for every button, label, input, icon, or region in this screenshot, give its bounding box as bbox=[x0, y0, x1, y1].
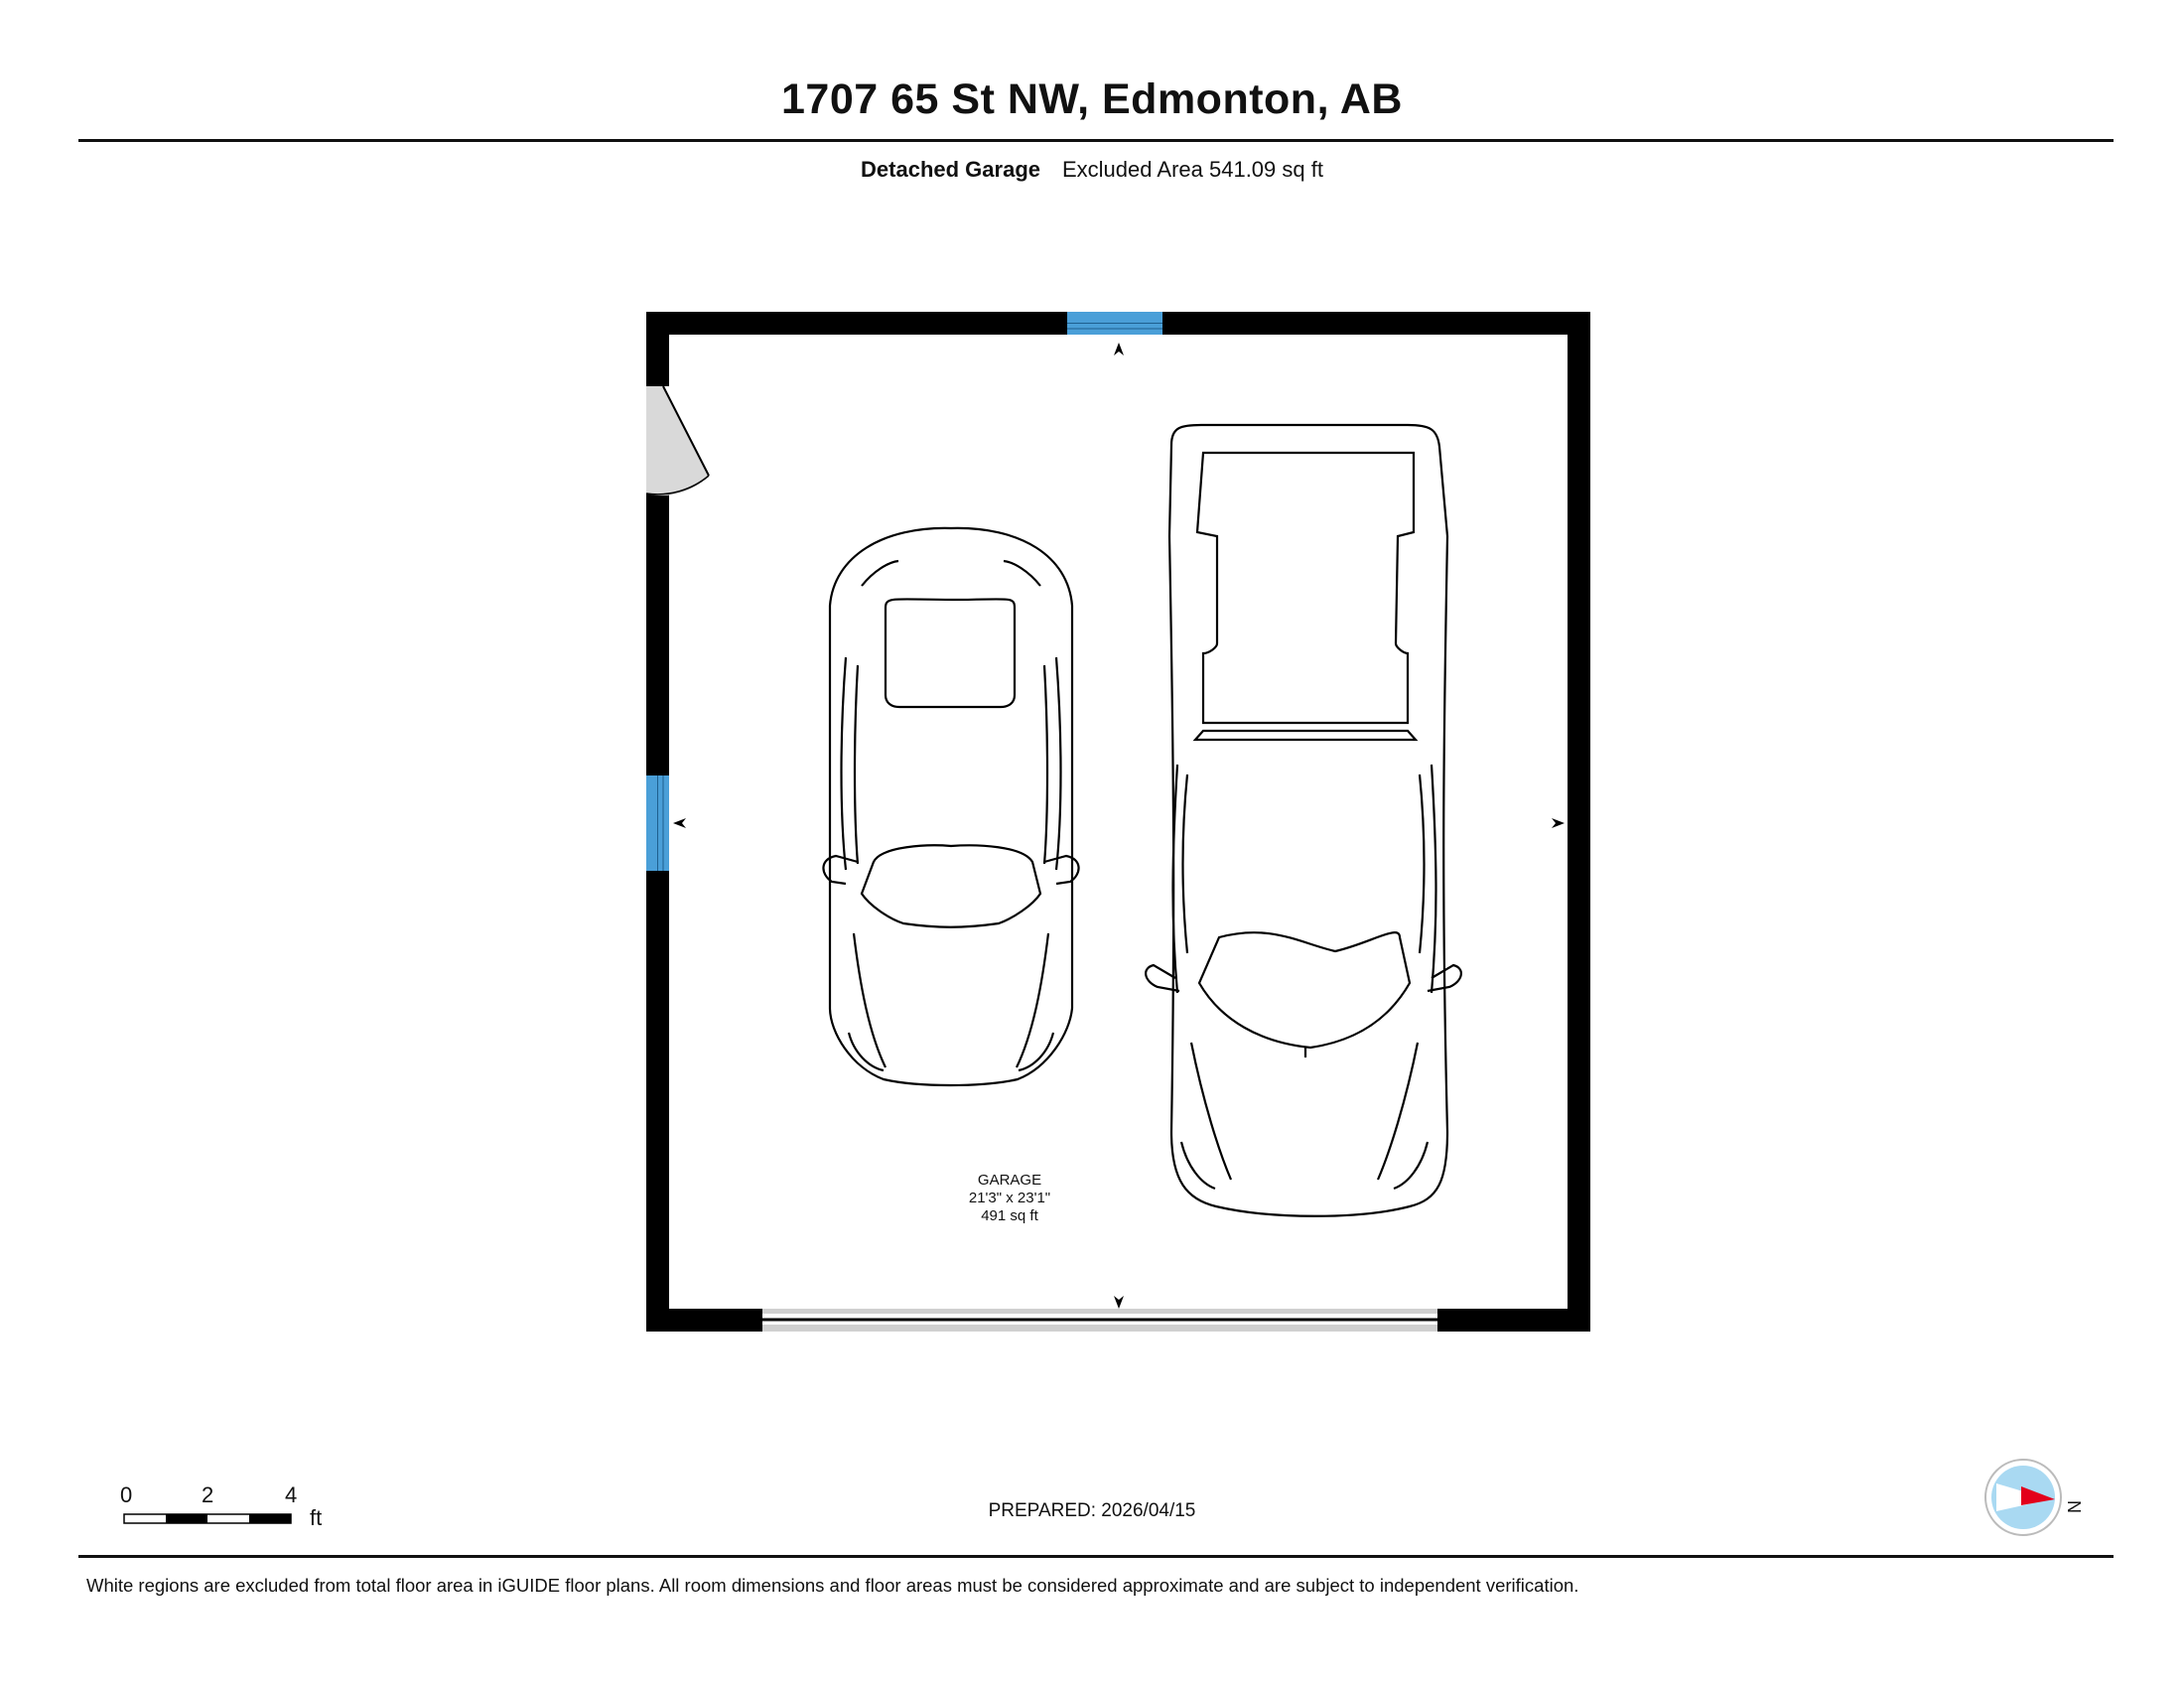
arrow-east bbox=[1552, 818, 1565, 828]
north-arrow-icon bbox=[1985, 1460, 2061, 1535]
scale-tick-4: 4 bbox=[285, 1482, 298, 1507]
room-area: 491 sq ft bbox=[981, 1207, 1038, 1224]
window-north bbox=[1067, 312, 1162, 335]
car-icon bbox=[823, 528, 1078, 1085]
wall-east bbox=[1568, 312, 1590, 1332]
door-west bbox=[646, 386, 709, 495]
scale-tick-2: 2 bbox=[202, 1482, 214, 1507]
floor-area: Excluded Area 541.09 sq ft bbox=[1062, 157, 1323, 182]
arrow-south bbox=[1114, 1296, 1124, 1309]
scale-tick-0: 0 bbox=[120, 1482, 133, 1507]
room-label-garage bbox=[910, 1172, 1109, 1225]
room-name: GARAGE bbox=[977, 1172, 1042, 1189]
direction-arrows bbox=[673, 343, 1565, 1309]
truck-icon bbox=[1146, 425, 1461, 1216]
window-west bbox=[646, 775, 669, 871]
garage-walls bbox=[646, 312, 1590, 1332]
overhead-door bbox=[762, 1309, 1437, 1332]
arrow-north bbox=[1114, 343, 1124, 355]
compass-label: N bbox=[2064, 1500, 2084, 1513]
arrow-west bbox=[673, 818, 686, 828]
room-dimensions: 21'3" x 23'1" bbox=[968, 1190, 1051, 1206]
floor-name: Detached Garage bbox=[861, 157, 1040, 182]
footer-divider bbox=[78, 1555, 2114, 1558]
scale-unit: ft bbox=[310, 1505, 323, 1530]
prepared-date: PREPARED: 2026/04/15 bbox=[988, 1500, 1196, 1521]
disclaimer-text: White regions are excluded from total floor area in iGUIDE floor plans. All room dimensions and floor areas must be considered approximate and are subject to independent verification. bbox=[86, 1575, 1579, 1596]
page-title: 1707 65 St NW, Edmonton, AB bbox=[781, 75, 1403, 123]
